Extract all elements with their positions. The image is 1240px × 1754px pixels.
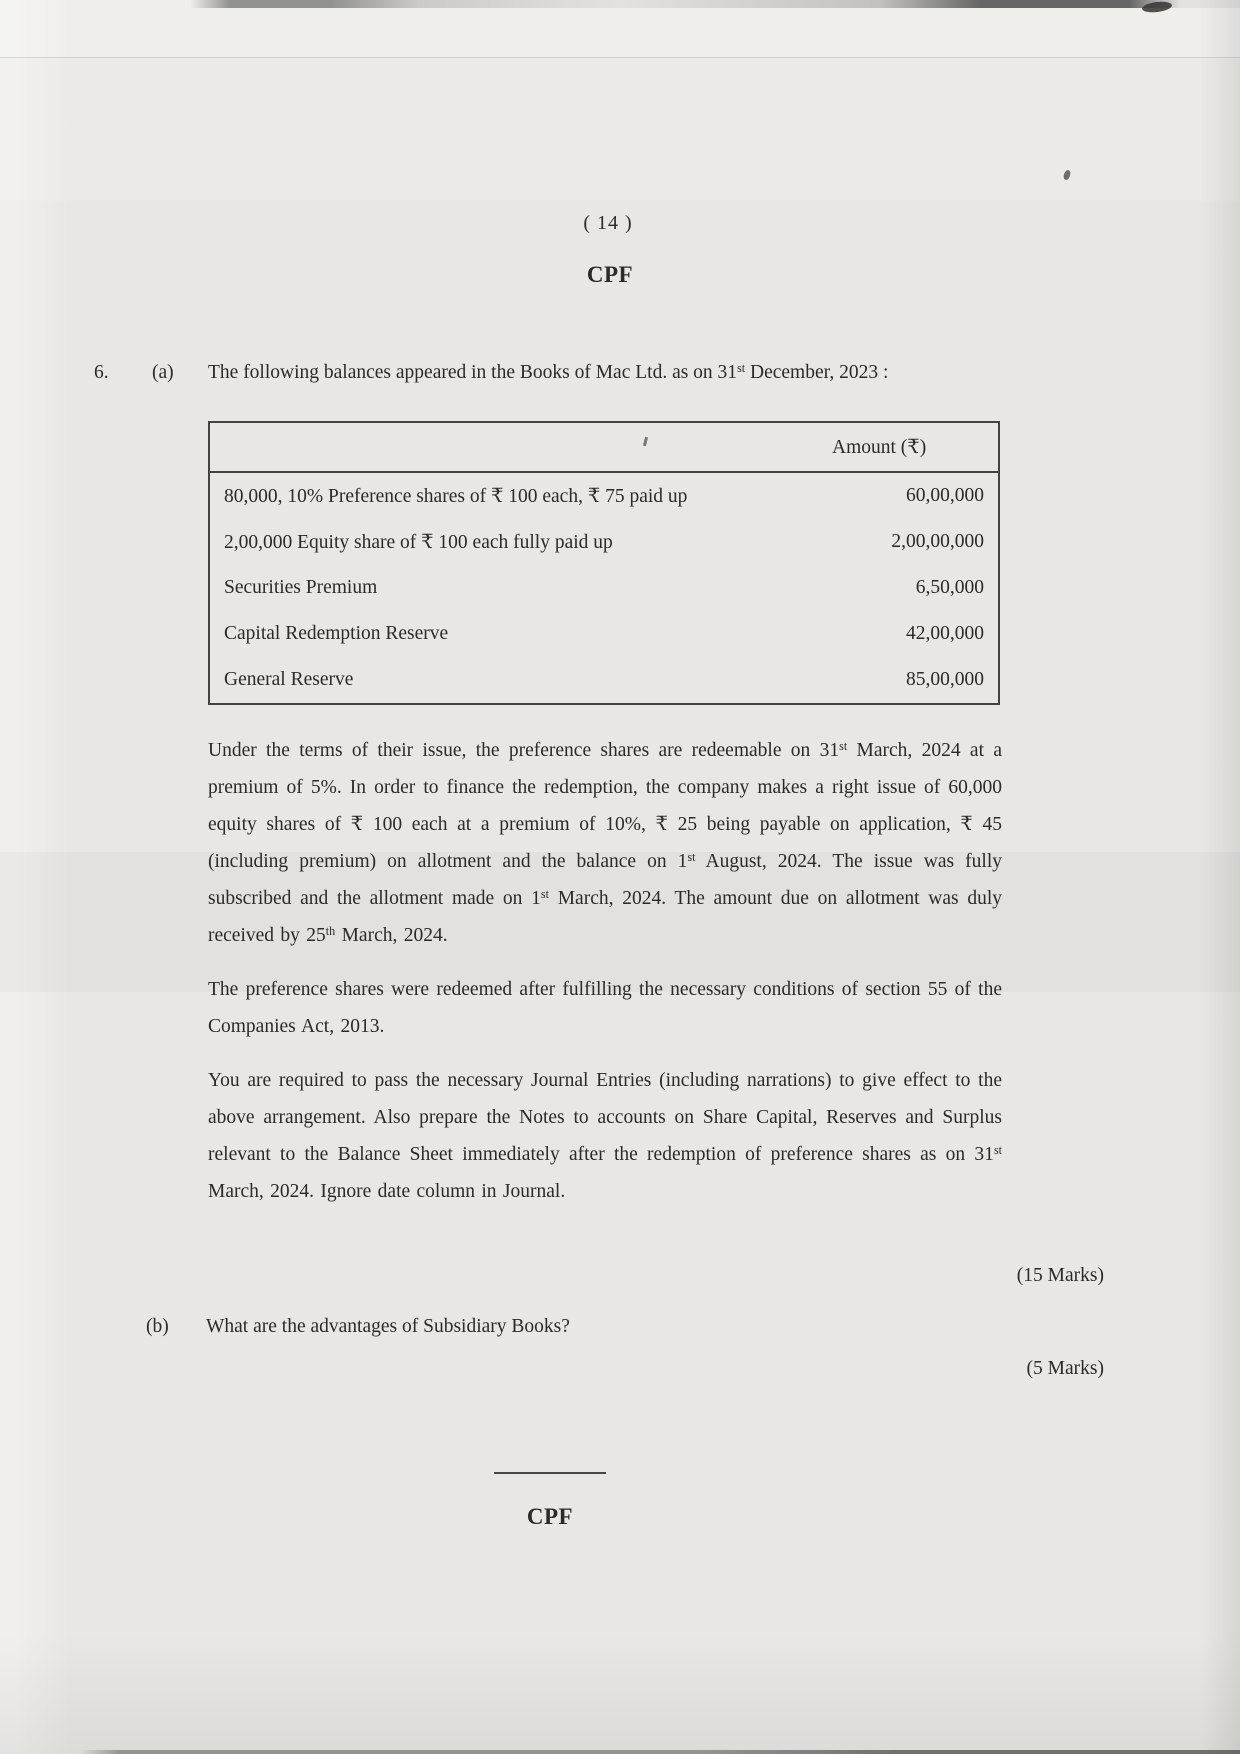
scan-bottom-edge-artifact bbox=[0, 1750, 1240, 1754]
table-header-row bbox=[209, 422, 999, 472]
part-a-label: (a) bbox=[152, 362, 174, 383]
question-number: 6. bbox=[94, 362, 109, 383]
paragraph: Under the terms of their issue, the preference shares are redeemable on 31st March, 2024 at a premium of 5%. In order to finance the redemption, the company makes a right issue of 60,000 equity shares of ₹ 100 each at a premium of 10%, ₹ 25 being payable on application, ₹ 45 (including premium) on allotment and the balance on 1st August, 2024. The issue was fully subscribed and the allotment made on 1st March, 2024. The amount due on allotment was duly received by 25th March, 2024. bbox=[208, 739, 1002, 946]
table-row bbox=[209, 611, 999, 657]
part-b-text: What are the advantages of Subsidiary Books? bbox=[206, 1316, 570, 1337]
question-6a-block bbox=[94, 358, 1006, 1210]
particulars-cell: General Reserve bbox=[224, 669, 354, 690]
table-row bbox=[209, 519, 999, 565]
part-b-label: (b) bbox=[146, 1316, 169, 1337]
page-number: ( 14 ) bbox=[583, 212, 633, 234]
footer-divider bbox=[494, 1472, 606, 1474]
part-b-marks: (5 Marks) bbox=[1026, 1358, 1104, 1379]
question-6a-intro-line bbox=[94, 358, 1006, 388]
section-code-header: CPF bbox=[586, 262, 634, 287]
scan-top-edge-artifact bbox=[0, 0, 1240, 8]
scan-speck bbox=[1063, 169, 1072, 180]
amount-cell: 6,50,000 bbox=[915, 577, 984, 598]
part-a-intro-text: The following balances appeared in the Books of Mac Ltd. as on 31st December, 2023 : bbox=[208, 361, 889, 383]
amount-cell: 42,00,000 bbox=[906, 623, 984, 644]
particulars-cell: 80,000, 10% Preference shares of ₹ 100 each, ₹ 75 paid up bbox=[224, 486, 688, 507]
paragraph: You are required to pass the necessary Journal Entries (including narrations) to give effect to the above arrangement. Also prepare the Notes to accounts on Share Capital, Reserves and Surplus relevant to the Balance Sheet immediately after the redemption of preference shares as on 31st March, 2024. Ignore date column in Journal. bbox=[208, 1070, 1002, 1202]
part-a-marks: (15 Marks) bbox=[1016, 1265, 1104, 1286]
question-6b-block bbox=[146, 1312, 1046, 1342]
particulars-cell: Securities Premium bbox=[224, 577, 378, 598]
particulars-cell: 2,00,000 Equity share of ₹ 100 each fully paid up bbox=[224, 532, 613, 553]
amount-cell: 60,00,000 bbox=[906, 485, 984, 506]
table-row bbox=[209, 565, 999, 611]
section-code-footer: CPF bbox=[526, 1504, 574, 1529]
amount-cell: 85,00,000 bbox=[906, 669, 984, 690]
amount-cell: 2,00,00,000 bbox=[891, 531, 984, 552]
particulars-header-cell bbox=[209, 422, 820, 472]
table-row bbox=[209, 657, 999, 704]
question-6a-body bbox=[208, 732, 1002, 1210]
paragraph: The preference shares were redeemed after fulfilling the necessary conditions of section 55 of the Companies Act, 2013. bbox=[208, 979, 1002, 1037]
scan-hairline bbox=[0, 57, 1240, 58]
balances-table bbox=[208, 421, 1000, 705]
table-row bbox=[209, 472, 999, 519]
particulars-cell: Capital Redemption Reserve bbox=[224, 623, 449, 644]
amount-header-cell: Amount (₹) bbox=[820, 422, 999, 472]
scan-bottom-shadow bbox=[0, 1634, 1240, 1754]
